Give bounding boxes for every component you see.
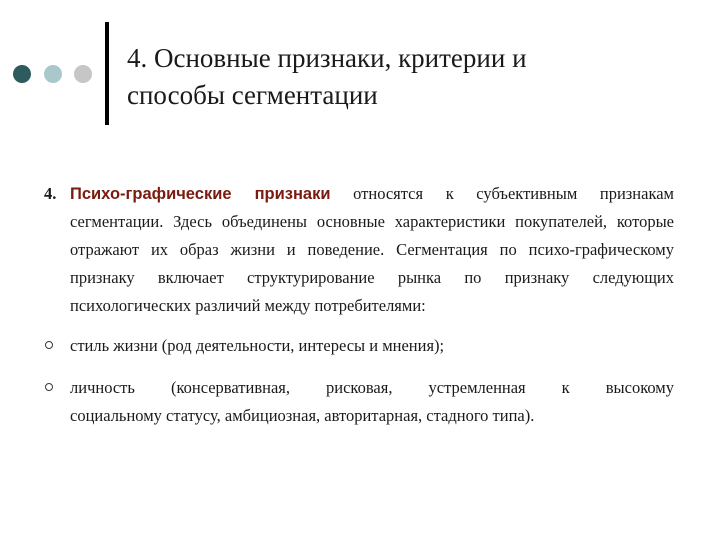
decorative-dot-gray: [74, 65, 92, 83]
numbered-paragraph: [44, 180, 674, 320]
slide-title-line-1: 4. Основные признаки, критерии и: [127, 43, 527, 73]
slide-content: [44, 180, 674, 430]
paragraph-text: относятся к субъективным признакам сегментации. Здесь объединены основные характеристики покупателей, которые отражают их образ жизни и поведение. Сегментация по психо-графическому признаку включает структурирование рынка по признаку следующих психологических различий между потребителями:: [70, 184, 674, 315]
decorative-dot-dark: [13, 65, 31, 83]
paragraph-lead-term: Психо-графические признаки: [70, 185, 331, 203]
slide-title-line-2: способы сегментации: [127, 80, 378, 110]
bullet-text: стиль жизни (род деятельности, интересы и мнения);: [70, 336, 445, 355]
bullet-text-line-1: личность (консервативная, рисковая, устремленная к высокому: [70, 378, 674, 397]
bullet-item: [44, 332, 674, 360]
bullet-text-line-2: социальному статусу, амбициозная, авторитарная, стадного типа).: [70, 406, 535, 425]
bullet-circle-icon: [45, 383, 53, 391]
bullet-circle-icon: [45, 341, 53, 349]
slide-title: [127, 40, 687, 114]
bullet-item: [44, 374, 674, 430]
decorative-dot-light: [44, 65, 62, 83]
paragraph-number: 4.: [44, 184, 57, 203]
title-divider: [105, 22, 109, 125]
